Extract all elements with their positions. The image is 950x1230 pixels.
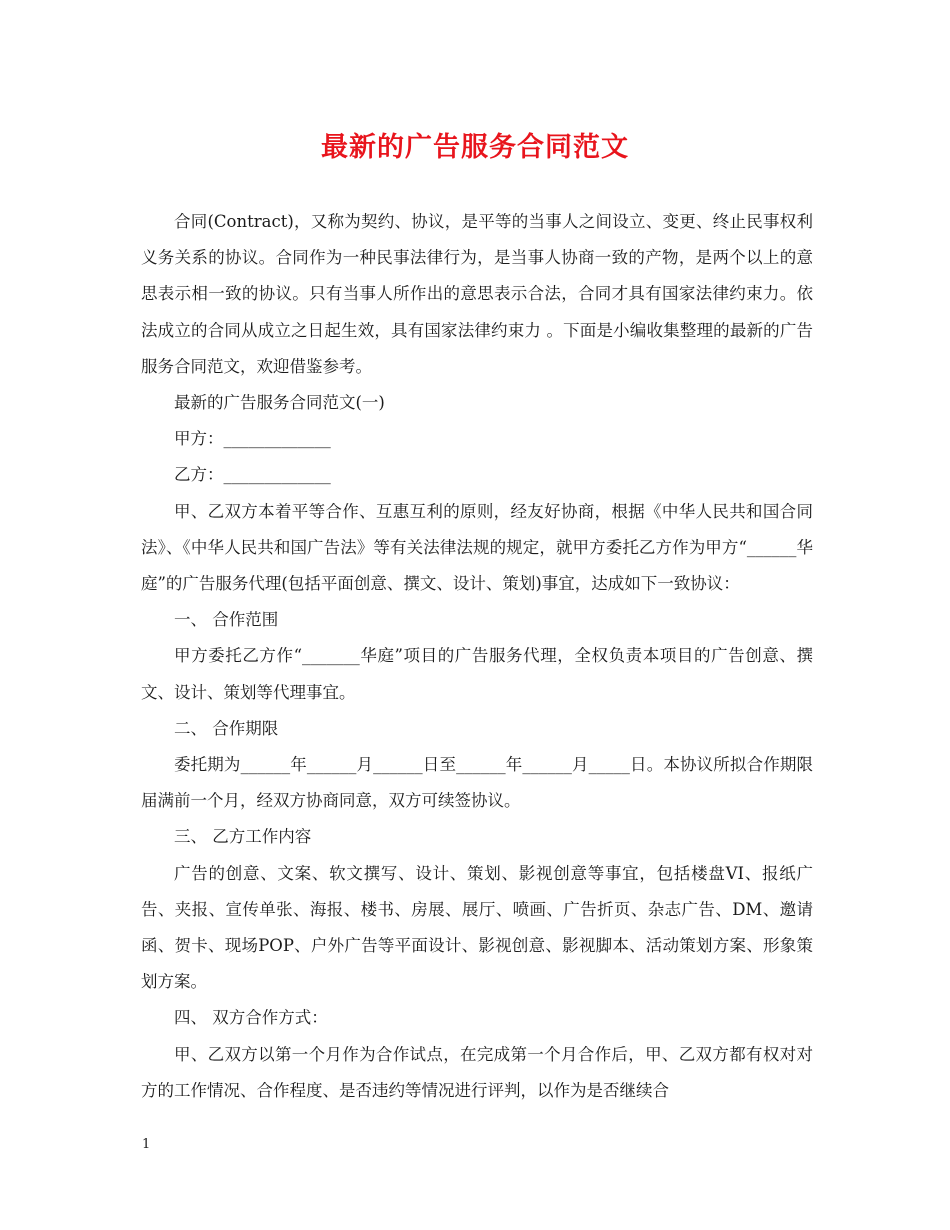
party-a-line: 甲方：_____________ [174,429,331,449]
clause-work-content-text: 广告的创意、文案、软文撰写、设计、策划、影视创意等事宜，包括楼盘VI、报纸广告、夹报、宣传单张、海报、楼书、房展、展厅、喷画、广告折页、杂志广告、DM、邀请函、贺卡、现场POP、户外广告等平面设计、影视创意、影视脚本、活动策划方案、形象策划方案。 [141,863,813,992]
preamble-paragraph: 甲、乙双方本着平等合作、互惠互利的原则，经友好协商，根据《中华人民共和国合同法》、《中华人民共和国广告法》等有关法律法规的规定，就甲方委托乙方作为甲方“______华庭”的广告服务代理(包括平面创意、撰文、设计、策划)事宜，达成如下一致协议： [141,501,813,594]
clause-heading-cooperation: 四、 双方合作方式： [174,1008,328,1028]
page-number: 1 [142,1137,151,1152]
intro-paragraph: 合同(Contract)，又称为契约、协议，是平等的当事人之间设立、变更、终止民事权利义务关系的协议。合同作为一种民事法律行为，是当事人协商一致的产物，是两个以上的意思表示相一致的协议。只有当事人所作出的意思表示合法，合同才具有国家法律约束力。依法成立的合同从成立之日起生效，具有国家法律约束力 。下面是小编收集整理的最新的广告服务合同范文，欢迎借鉴参考。 [141,212,813,376]
section-heading-sample-one: 最新的广告服务合同范文(一) [174,393,385,413]
clause-heading-scope: 一、 合作范围 [174,610,279,630]
party-b-line: 乙方：_____________ [174,465,331,485]
clause-scope-text: 甲方委托乙方作“_______华庭”项目的广告服务代理，全权负责本项目的广告创意、撰文、设计、策划等代理事宜。 [141,646,813,702]
clause-heading-term: 二、 合作期限 [174,718,279,738]
clause-heading-work-content: 三、 乙方工作内容 [174,827,312,847]
clause-cooperation-text: 甲、乙双方以第一个月作为合作试点，在完成第一个月合作后，甲、乙双方都有权对对方的工作情况、合作程度、是否违约等情况进行评判，以作为是否继续合 [141,1044,813,1100]
document-title: 最新的广告服务合同范文 [321,132,629,163]
clause-term-text: 委托期为______年______月______日至______年______月_____日。本协议所拟合作期限届满前一个月，经双方协商同意，双方可续签协议。 [141,755,813,811]
document-body [141,204,813,1109]
